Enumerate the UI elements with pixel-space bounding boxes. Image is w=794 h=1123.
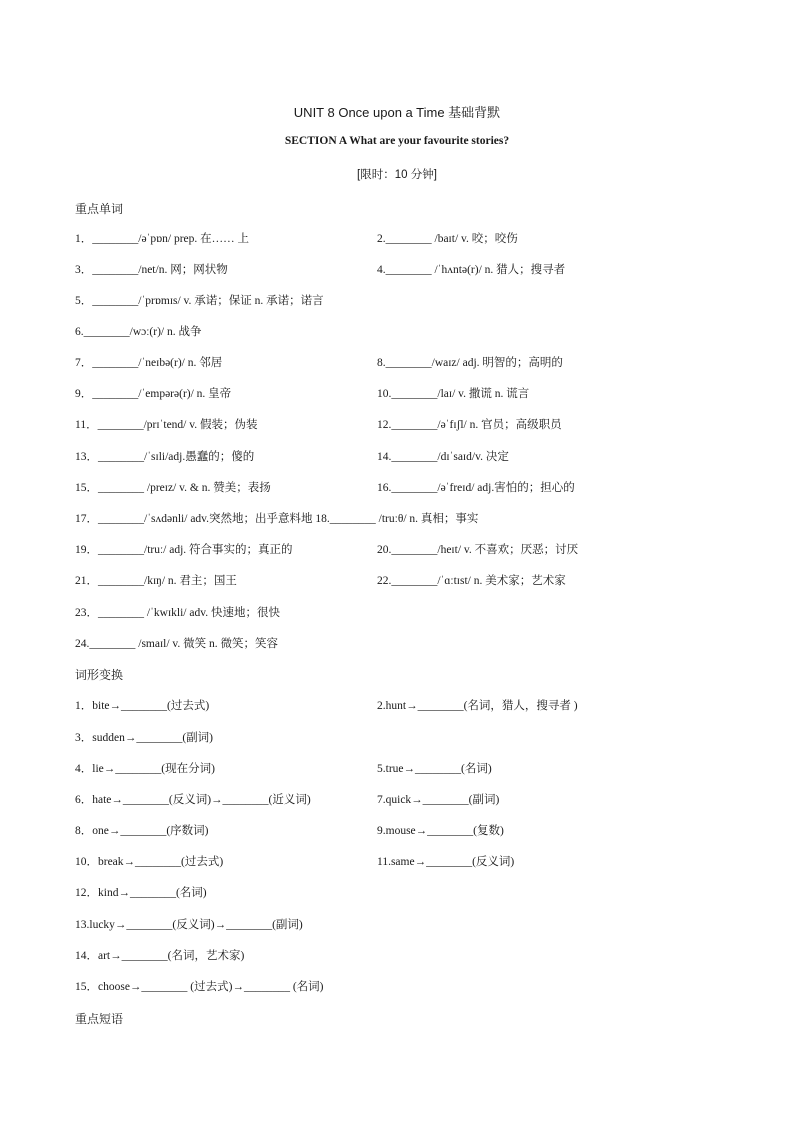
vocab-item: 24.________ /smaɪl/ v. 微笑 n. 微笑；笑容 xyxy=(75,638,279,650)
vocab-row xyxy=(75,416,725,434)
vocab-item: 17．________/ˈsʌdənli/ adv.突然地；出乎意料地 18.________ /truːθ/ n. 真相；事实 xyxy=(75,513,479,525)
vocab-row xyxy=(75,292,725,310)
word-form-item: 15．choose→________ (过去式)→________ (名词) xyxy=(75,981,324,993)
vocab-item: 20.________/heɪt/ v. 不喜欢；厌恶；讨厌 xyxy=(377,544,579,556)
word-form-item: 9.mouse→________(复数) xyxy=(377,825,504,837)
vocab-item: 23．________ /ˈkwɪkli/ adv. 快速地；很快 xyxy=(75,607,280,619)
word-form-item: 7.quick→________(副词) xyxy=(377,794,500,806)
word-form-item: 3．sudden→________(副词) xyxy=(75,732,213,744)
word-form-item: 6．hate→________(反义词)→________(近义词) xyxy=(75,794,311,806)
vocab-item: 5．________/ˈprɒmɪs/ v. 承诺；保证 n. 承诺；诺言 xyxy=(75,295,324,307)
vocab-row xyxy=(75,572,725,590)
page-title: UNIT 8 Once upon a Time 基础背默 xyxy=(293,105,501,120)
vocab-item: 11．________/prɪˈtend/ v. 假装；伪装 xyxy=(75,419,258,431)
vocab-row xyxy=(75,604,725,622)
word-form-item: 11.same→________(反义词) xyxy=(377,856,515,868)
vocab-item: 14.________/dɪˈsaɪd/v. 决定 xyxy=(377,451,509,463)
word-form-item: 1．bite→________(过去式) xyxy=(75,700,210,712)
vocab-item: 6.________/wɔː(r)/ n. 战争 xyxy=(75,326,202,338)
word-form-item: 14．art→________(名词，艺术家) xyxy=(75,950,245,962)
vocab-item: 12.________/əˈfɪʃl/ n. 官员；高级职员 xyxy=(377,419,562,431)
word-form-row xyxy=(75,822,725,840)
vocab-row xyxy=(75,448,725,466)
section-title: SECTION A What are your favourite stories? xyxy=(284,135,510,147)
vocab-item: 4.________ /ˈhʌntə(r)/ n. 猎人；搜寻者 xyxy=(377,264,566,276)
word-form-item: 12．kind→________(名词) xyxy=(75,887,207,899)
vocab-item: 3．________/net/n. 网；网状物 xyxy=(75,264,228,276)
word-form-row xyxy=(75,760,725,778)
vocab-item: 10.________/laɪ/ v. 撒谎 n. 谎言 xyxy=(377,388,530,400)
time-limit: [限时：10 分钟] xyxy=(357,169,437,181)
word-form-row xyxy=(75,947,725,965)
word-forms-heading: 词形变换 xyxy=(75,668,124,682)
vocab-item: 22.________/ˈɑːtɪst/ n. 美术家；艺术家 xyxy=(377,575,566,587)
word-form-row xyxy=(75,884,725,902)
vocab-item: 1．________/əˈpɒn/ prep. 在…… 上 xyxy=(75,233,250,245)
word-form-row xyxy=(75,697,725,715)
vocab-heading: 重点单词 xyxy=(75,202,124,216)
word-form-row xyxy=(75,978,725,996)
vocab-row xyxy=(75,510,725,528)
vocab-row xyxy=(75,635,725,653)
vocab-row xyxy=(75,230,725,248)
vocab-item: 15．________ /preɪz/ v. & n. 赞美；表扬 xyxy=(75,482,271,494)
word-form-item: 5.true→________(名词) xyxy=(377,763,492,775)
vocab-item: 7．________/ˈneɪbə(r)/ n. 邻居 xyxy=(75,357,223,369)
word-form-row xyxy=(75,729,725,747)
vocab-row xyxy=(75,479,725,497)
phrases-heading: 重点短语 xyxy=(75,1012,124,1026)
vocab-row xyxy=(75,323,725,341)
vocab-item: 13．________/ˈsɪli/adj.愚蠢的；傻的 xyxy=(75,451,255,463)
word-form-item: 8．one→________(序数词) xyxy=(75,825,209,837)
word-form-row xyxy=(75,791,725,809)
vocab-item: 21．________/kɪŋ/ n. 君主；国王 xyxy=(75,575,237,587)
vocab-row xyxy=(75,541,725,559)
vocab-item: 19．________/truː/ adj. 符合事实的；真正的 xyxy=(75,544,293,556)
word-form-row xyxy=(75,853,725,871)
word-form-row xyxy=(75,916,725,934)
vocab-row xyxy=(75,261,725,279)
word-form-item: 13.lucky→________(反义词)→________(副词) xyxy=(75,919,303,931)
vocab-item: 16.________/əˈfreɪd/ adj.害怕的；担心的 xyxy=(377,482,575,494)
word-form-item: 4．lie→________(现在分词) xyxy=(75,763,215,775)
vocab-row xyxy=(75,354,725,372)
vocab-item: 2.________ /baɪt/ v. 咬；咬伤 xyxy=(377,233,518,245)
vocab-item: 8.________/waɪz/ adj. 明智的；高明的 xyxy=(377,357,563,369)
vocab-item: 9．________/ˈempərə(r)/ n. 皇帝 xyxy=(75,388,232,400)
vocab-row xyxy=(75,385,725,403)
word-form-item: 10．break→________(过去式) xyxy=(75,856,224,868)
word-form-item: 2.hunt→________(名词，猎人，搜寻者 ) xyxy=(377,700,578,712)
